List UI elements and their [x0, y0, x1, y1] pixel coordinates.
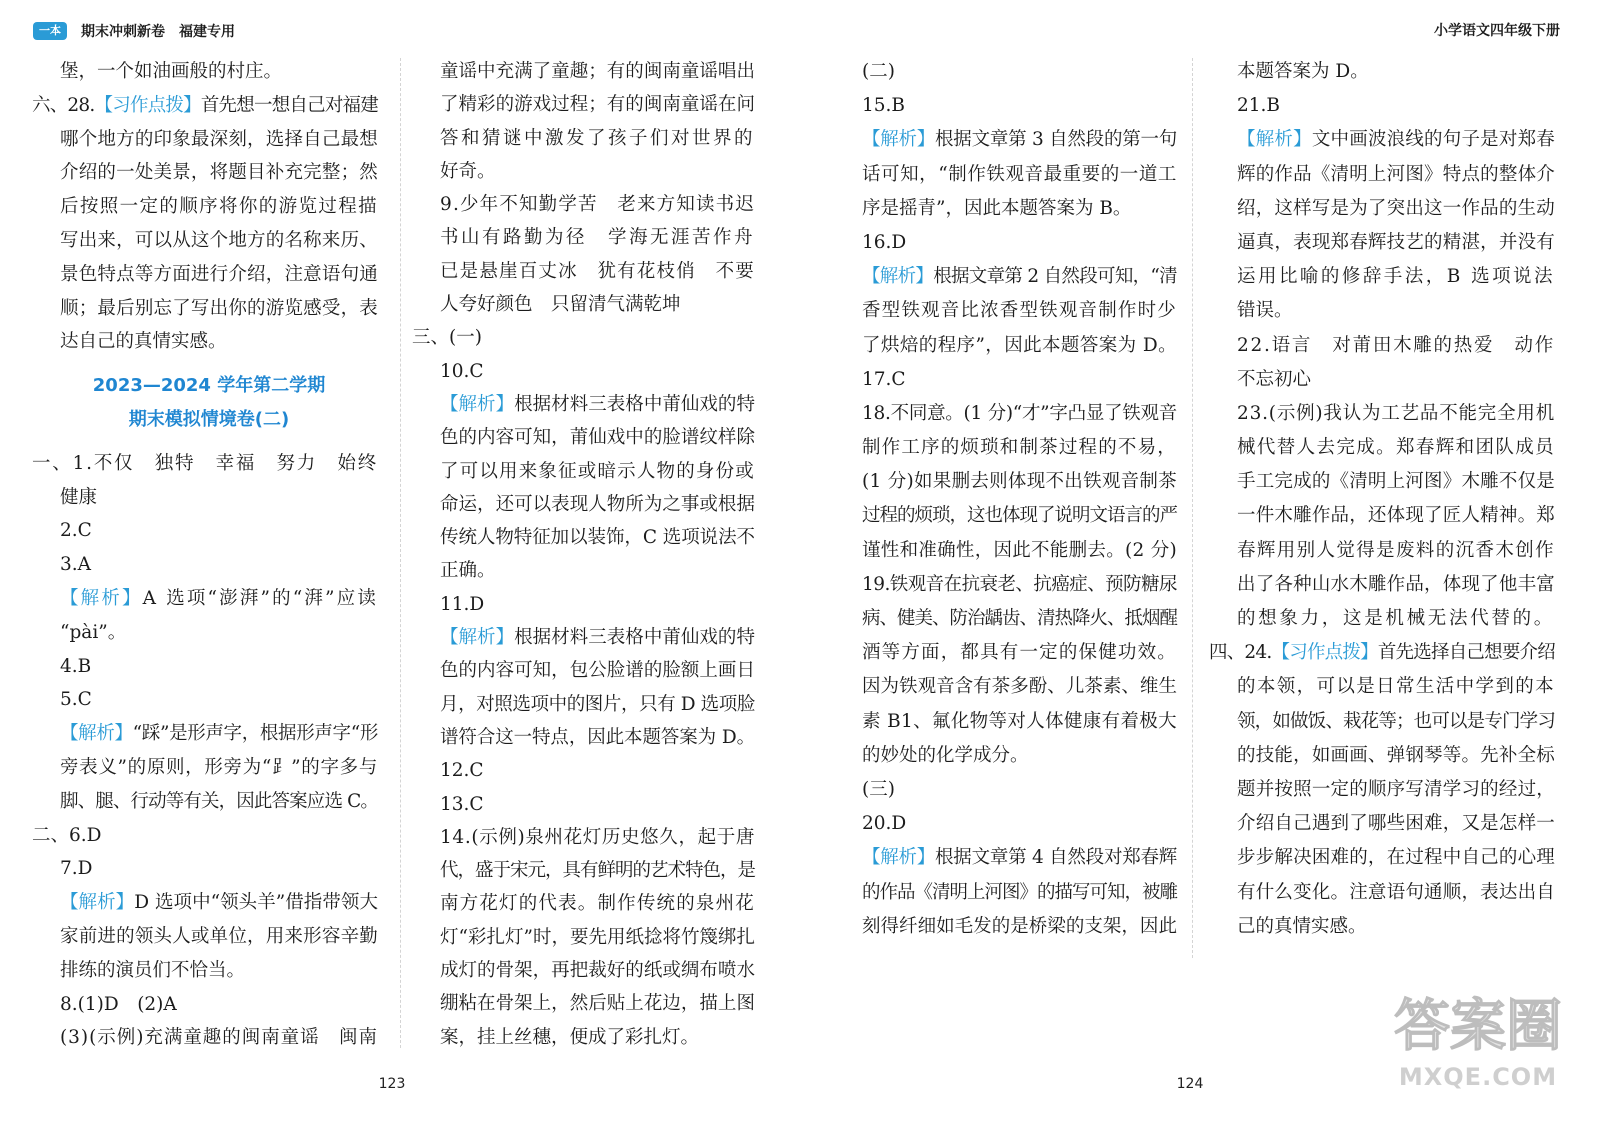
tag-label: 【解析】 — [862, 847, 936, 869]
text-line: 械代替人去完成。郑春辉和团队成员 — [1237, 437, 1555, 459]
text-line: 病、健美、防治龋齿、清热降火、抵烟醒 — [862, 608, 1177, 629]
text-line: 辉的作品《清明上河图》特点的整体介 — [1237, 163, 1555, 185]
text-line: 的技能，如画画、弹钢琴等。先补全标 — [1237, 744, 1555, 766]
text-line: 20.D — [862, 813, 907, 835]
text-line: 不忘初心 — [1237, 368, 1312, 390]
tag-label: 【解析】 — [862, 266, 934, 288]
page-number-right: 124 — [1176, 1076, 1204, 1092]
text-line: 9.少年不知勤学苦 老来方知读书迟 — [440, 194, 755, 216]
text-line: 一件木雕作品，还体现了匠人精神。郑 — [1237, 505, 1555, 527]
answer-column-3 — [862, 55, 1177, 944]
text-line: 了烘焙的程序”，因此本题答案为 D。 — [862, 334, 1177, 356]
text-line: 成灯的骨架，再把裁好的纸或绸布喷水 — [440, 960, 755, 982]
watermark-url: MXQE.COM — [1398, 1063, 1558, 1091]
tag-label: 【习作点拨】 — [1271, 642, 1378, 664]
question-number: 六、28. — [32, 94, 95, 116]
annotated-line — [60, 717, 378, 751]
text-line: 介绍自己遇到了哪些困难，又是怎样一 — [1237, 813, 1555, 835]
text-line: 21.B — [1237, 95, 1281, 117]
text-line: 介绍的一处美景，将题目补充完整；然 — [60, 162, 378, 184]
text-line: 10.C — [440, 360, 484, 382]
line-text: D 选项中“领头羊”借指带领大 — [134, 892, 378, 914]
annotated-line — [1237, 123, 1555, 157]
text-line: 18.不同意。(1 分)“才”字凸显了铁观音 — [862, 402, 1177, 424]
text-line: 书山有路勤为径 学海无涯苦作舟 — [440, 227, 755, 249]
text-line: 一、1.不仅 独特 幸福 努力 始终 — [32, 452, 378, 474]
tag-label: 【解析】 — [60, 723, 133, 745]
text-line: 16.D — [862, 231, 907, 253]
text-line: 达自己的真情实感。 — [60, 331, 227, 353]
text-line: 出了各种山水木雕作品，体现了他丰富 — [1237, 573, 1555, 595]
text-line: 哪个地方的印象最深刻，选择自己最想 — [60, 128, 378, 150]
annotated-line — [862, 260, 1177, 294]
text-line: 了精彩的游戏过程；有的闽南童谣在问 — [440, 94, 755, 116]
text-line: 写出来，可以从这个地方的名称来历、 — [60, 229, 378, 251]
text-line: 4.B — [60, 655, 92, 677]
text-line: 因为铁观音含有茶多酚、儿茶素、维生 — [862, 676, 1177, 698]
text-line: 南方花灯的代表。制作传统的泉州花 — [440, 893, 755, 915]
text-line: 刻得纤细如毛发的是桥梁的支架，因此 — [862, 915, 1177, 937]
tag-label: 【解析】 — [1237, 129, 1312, 151]
text-line: 代，盛于宋元，具有鲜明的艺术特色，是 — [440, 860, 755, 882]
text-line: 17.C — [862, 368, 906, 390]
annotated-line — [32, 89, 378, 123]
text-line: 错误。 — [1237, 300, 1293, 322]
text-line: 素 B1、氟化物等对人体健康有着极大 — [862, 710, 1177, 732]
text-line: 题并按照一定的顺序写清学习的经过， — [1237, 778, 1555, 800]
text-line: 的本领，可以是日常生活中学到的本 — [1237, 676, 1555, 698]
text-line: 人夸好颜色 只留清气满乾坤 — [440, 294, 681, 316]
text-line: 色的内容可知，包公脸谱的脸额上画日 — [440, 660, 755, 682]
text-line: 酒等方面，都具有一定的保健功效。 — [862, 642, 1177, 664]
text-line: 步步解决困难的，在过程中自己的心理 — [1237, 847, 1555, 869]
text-line: 的想象力，这是机械无法代替的。 — [1237, 608, 1555, 629]
text-line: 家前进的领头人或单位，用来形容辛勤 — [60, 925, 378, 947]
line-text: “踩”是形声字，根据形声字“形 — [132, 723, 378, 745]
tag-label: 【解析】 — [60, 892, 135, 914]
text-line: (1 分)如果删去则体现不出铁观音制茶 — [862, 471, 1177, 493]
text-line: 命运，还可以表现人物所为之事或根据 — [440, 493, 755, 515]
text-line: 已是悬崖百丈冰 犹有花枝俏 不要 — [440, 260, 755, 282]
line-text: 根据材料三表格中莆仙戏的特 — [514, 627, 755, 649]
text-line: 答和猜谜中激发了孩子们对世界的 — [440, 127, 755, 149]
line-text: 根据文章第 4 自然段对郑春辉 — [935, 847, 1177, 869]
line-text: 根据文章第 3 自然段的第一句 — [935, 129, 1177, 151]
text-line: 二、6.D — [32, 824, 102, 846]
section-title: 期末模拟情境卷(二) — [128, 408, 290, 430]
watermark-logo-text: 答案圈 — [1394, 994, 1562, 1059]
text-line: 谨性和准确性，因此不能删去。(2 分) — [862, 539, 1177, 561]
line-text: 文中画波浪线的句子是对郑春 — [1311, 129, 1555, 151]
text-line: 绍，这样写是为了突出这一作品的生动 — [1237, 197, 1555, 219]
tag-label: 【解析】 — [440, 393, 515, 415]
text-line: 13.C — [440, 793, 484, 815]
text-line: 春辉用别人觉得是废料的沉香木创作 — [1237, 539, 1555, 561]
text-line: 排练的演员们不恰当。 — [60, 959, 246, 981]
annotated-line — [862, 841, 1177, 875]
text-line: 香型铁观音比浓香型铁观音制作时少 — [862, 300, 1177, 322]
text-line: (二) — [862, 61, 895, 82]
line-text: 根据文章第 2 自然段可知，“清 — [933, 266, 1177, 288]
text-line: 11.D — [440, 593, 485, 615]
text-line: 谱符合这一特点，因此本题答案为 D。 — [440, 726, 755, 748]
text-line: 的妙处的化学成分。 — [862, 744, 1029, 766]
line-text: A 选项“澎湃”的“湃”应读 — [142, 587, 378, 609]
text-line: 有什么变化。注意语句通顺，表达出自 — [1237, 881, 1555, 903]
text-line: 手工完成的《清明上河图》木雕不仅是 — [1237, 471, 1555, 493]
section-title: 2023—2024 学年第二学期 — [92, 375, 326, 397]
text-line: 运用比喻的修辞手法，B 选项说法 — [1237, 266, 1555, 288]
watermark — [1388, 992, 1568, 1092]
text-line: 童谣中充满了童趣；有的闽南童谣唱出 — [440, 61, 755, 82]
text-line: “pài”。 — [60, 621, 127, 643]
book-header — [33, 20, 235, 42]
text-line: (三) — [862, 778, 895, 800]
text-line: 14.(示例)泉州花灯历史悠久，起于唐 — [440, 826, 755, 848]
text-line: 旁表义”的原则，形旁为“⻊”的字多与 — [60, 756, 378, 778]
line-text: 根据材料三表格中莆仙戏的特 — [514, 393, 755, 415]
text-line: 了可以用来象征或暗示人物的身份或 — [440, 460, 755, 482]
column-divider — [1192, 58, 1193, 958]
text-line: 案，挂上丝穗，便成了彩扎灯。 — [440, 1026, 700, 1048]
text-line: 景色特点等方面进行介绍，注意语句通 — [60, 263, 378, 285]
text-line: 绷粘在骨架上，然后贴上花边，描上图 — [440, 993, 755, 1015]
text-line: 5.C — [60, 689, 92, 711]
text-line: 序是摇青”，因此本题答案为 B。 — [862, 197, 1132, 219]
text-line: 健康 — [60, 486, 98, 508]
tag-label: 【解析】 — [60, 587, 143, 609]
edition-label: 福建专用 — [179, 24, 235, 40]
text-line: 过程的烦琐，这也体现了说明文语言的严 — [862, 505, 1177, 527]
tag-label: 【解析】 — [862, 129, 936, 151]
text-line: 2.C — [60, 520, 92, 542]
subject-title: 小学语文四年级下册 — [1434, 23, 1560, 39]
text-line: 灯“彩扎灯”时，要先用纸捻将竹篾绑扎 — [440, 926, 755, 948]
annotated-line — [60, 886, 378, 920]
series-title: 期末冲刺新卷 — [81, 24, 165, 40]
text-line: 19.铁观音在抗衰老、抗癌症、预防糖尿 — [862, 573, 1177, 595]
text-line: 月，对照选项中的图片，只有 D 选项脸 — [440, 693, 755, 715]
text-line: 脚、腿、行动等有关，因此答案应选 C。 — [60, 790, 378, 812]
text-line: 15.B — [862, 95, 906, 117]
answer-column-1 — [32, 55, 378, 1055]
text-line: 顺；最后别忘了写出你的游览感受，表 — [60, 297, 378, 319]
text-line: 三、(一) — [412, 327, 482, 349]
publisher-logo: 一本 — [33, 22, 67, 40]
line-text: 首先想一想自己对福建 — [200, 94, 378, 116]
annotated-line — [1209, 636, 1555, 670]
line-text: 首先选择自己想要介绍 — [1377, 642, 1555, 664]
text-line: 本题答案为 D。 — [1237, 61, 1369, 82]
text-line: 领，如做饭、栽花等；也可以是专门学习 — [1237, 710, 1555, 732]
text-line: 逼真，表现郑春辉技艺的精湛，并没有 — [1237, 231, 1555, 253]
text-line: 传统人物特征加以装饰，C 选项说法不 — [440, 527, 755, 549]
text-line: 制作工序的烦琐和制茶过程的不易， — [862, 437, 1177, 459]
text-line: 3.A — [60, 554, 92, 576]
annotated-line — [862, 123, 1177, 157]
text-line: 8.(1)D (2)A — [60, 993, 177, 1015]
text-line: 的作品《清明上河图》的描写可知，被雕 — [862, 881, 1177, 903]
tag-label: 【习作点拨】 — [94, 94, 201, 116]
text-line: 7.D — [60, 858, 93, 880]
tag-label: 【解析】 — [440, 627, 515, 649]
question-number: 四、24. — [1209, 642, 1272, 664]
text-line: 话可知，“制作铁观音最重要的一道工 — [862, 163, 1177, 185]
text-line: 22.语言 对莆田木雕的热爱 动作 — [1237, 334, 1555, 356]
text-line: 好奇。 — [440, 160, 496, 182]
annotated-line — [60, 582, 378, 616]
text-line: 23.(示例)我认为工艺品不能完全用机 — [1237, 402, 1555, 424]
text-line: (3)(示例)充满童趣的闽南童谣 闽南 — [60, 1027, 378, 1049]
page-number-left: 123 — [378, 1076, 406, 1092]
text-line: 己的真情实感。 — [1237, 915, 1367, 937]
text-line: 后按照一定的顺序将你的游览过程描 — [60, 196, 378, 218]
annotated-line — [440, 388, 755, 421]
text-line: 正确。 — [440, 560, 496, 582]
text-line: 堡，一个如油画般的村庄。 — [60, 61, 283, 82]
text-line: 色的内容可知，莆仙戏中的脸谱纹样除 — [440, 427, 755, 449]
text-line: 12.C — [440, 760, 484, 782]
annotated-line — [440, 621, 755, 654]
column-divider — [400, 58, 401, 1048]
answer-column-2 — [412, 55, 755, 1054]
answer-column-4 — [1209, 55, 1555, 944]
